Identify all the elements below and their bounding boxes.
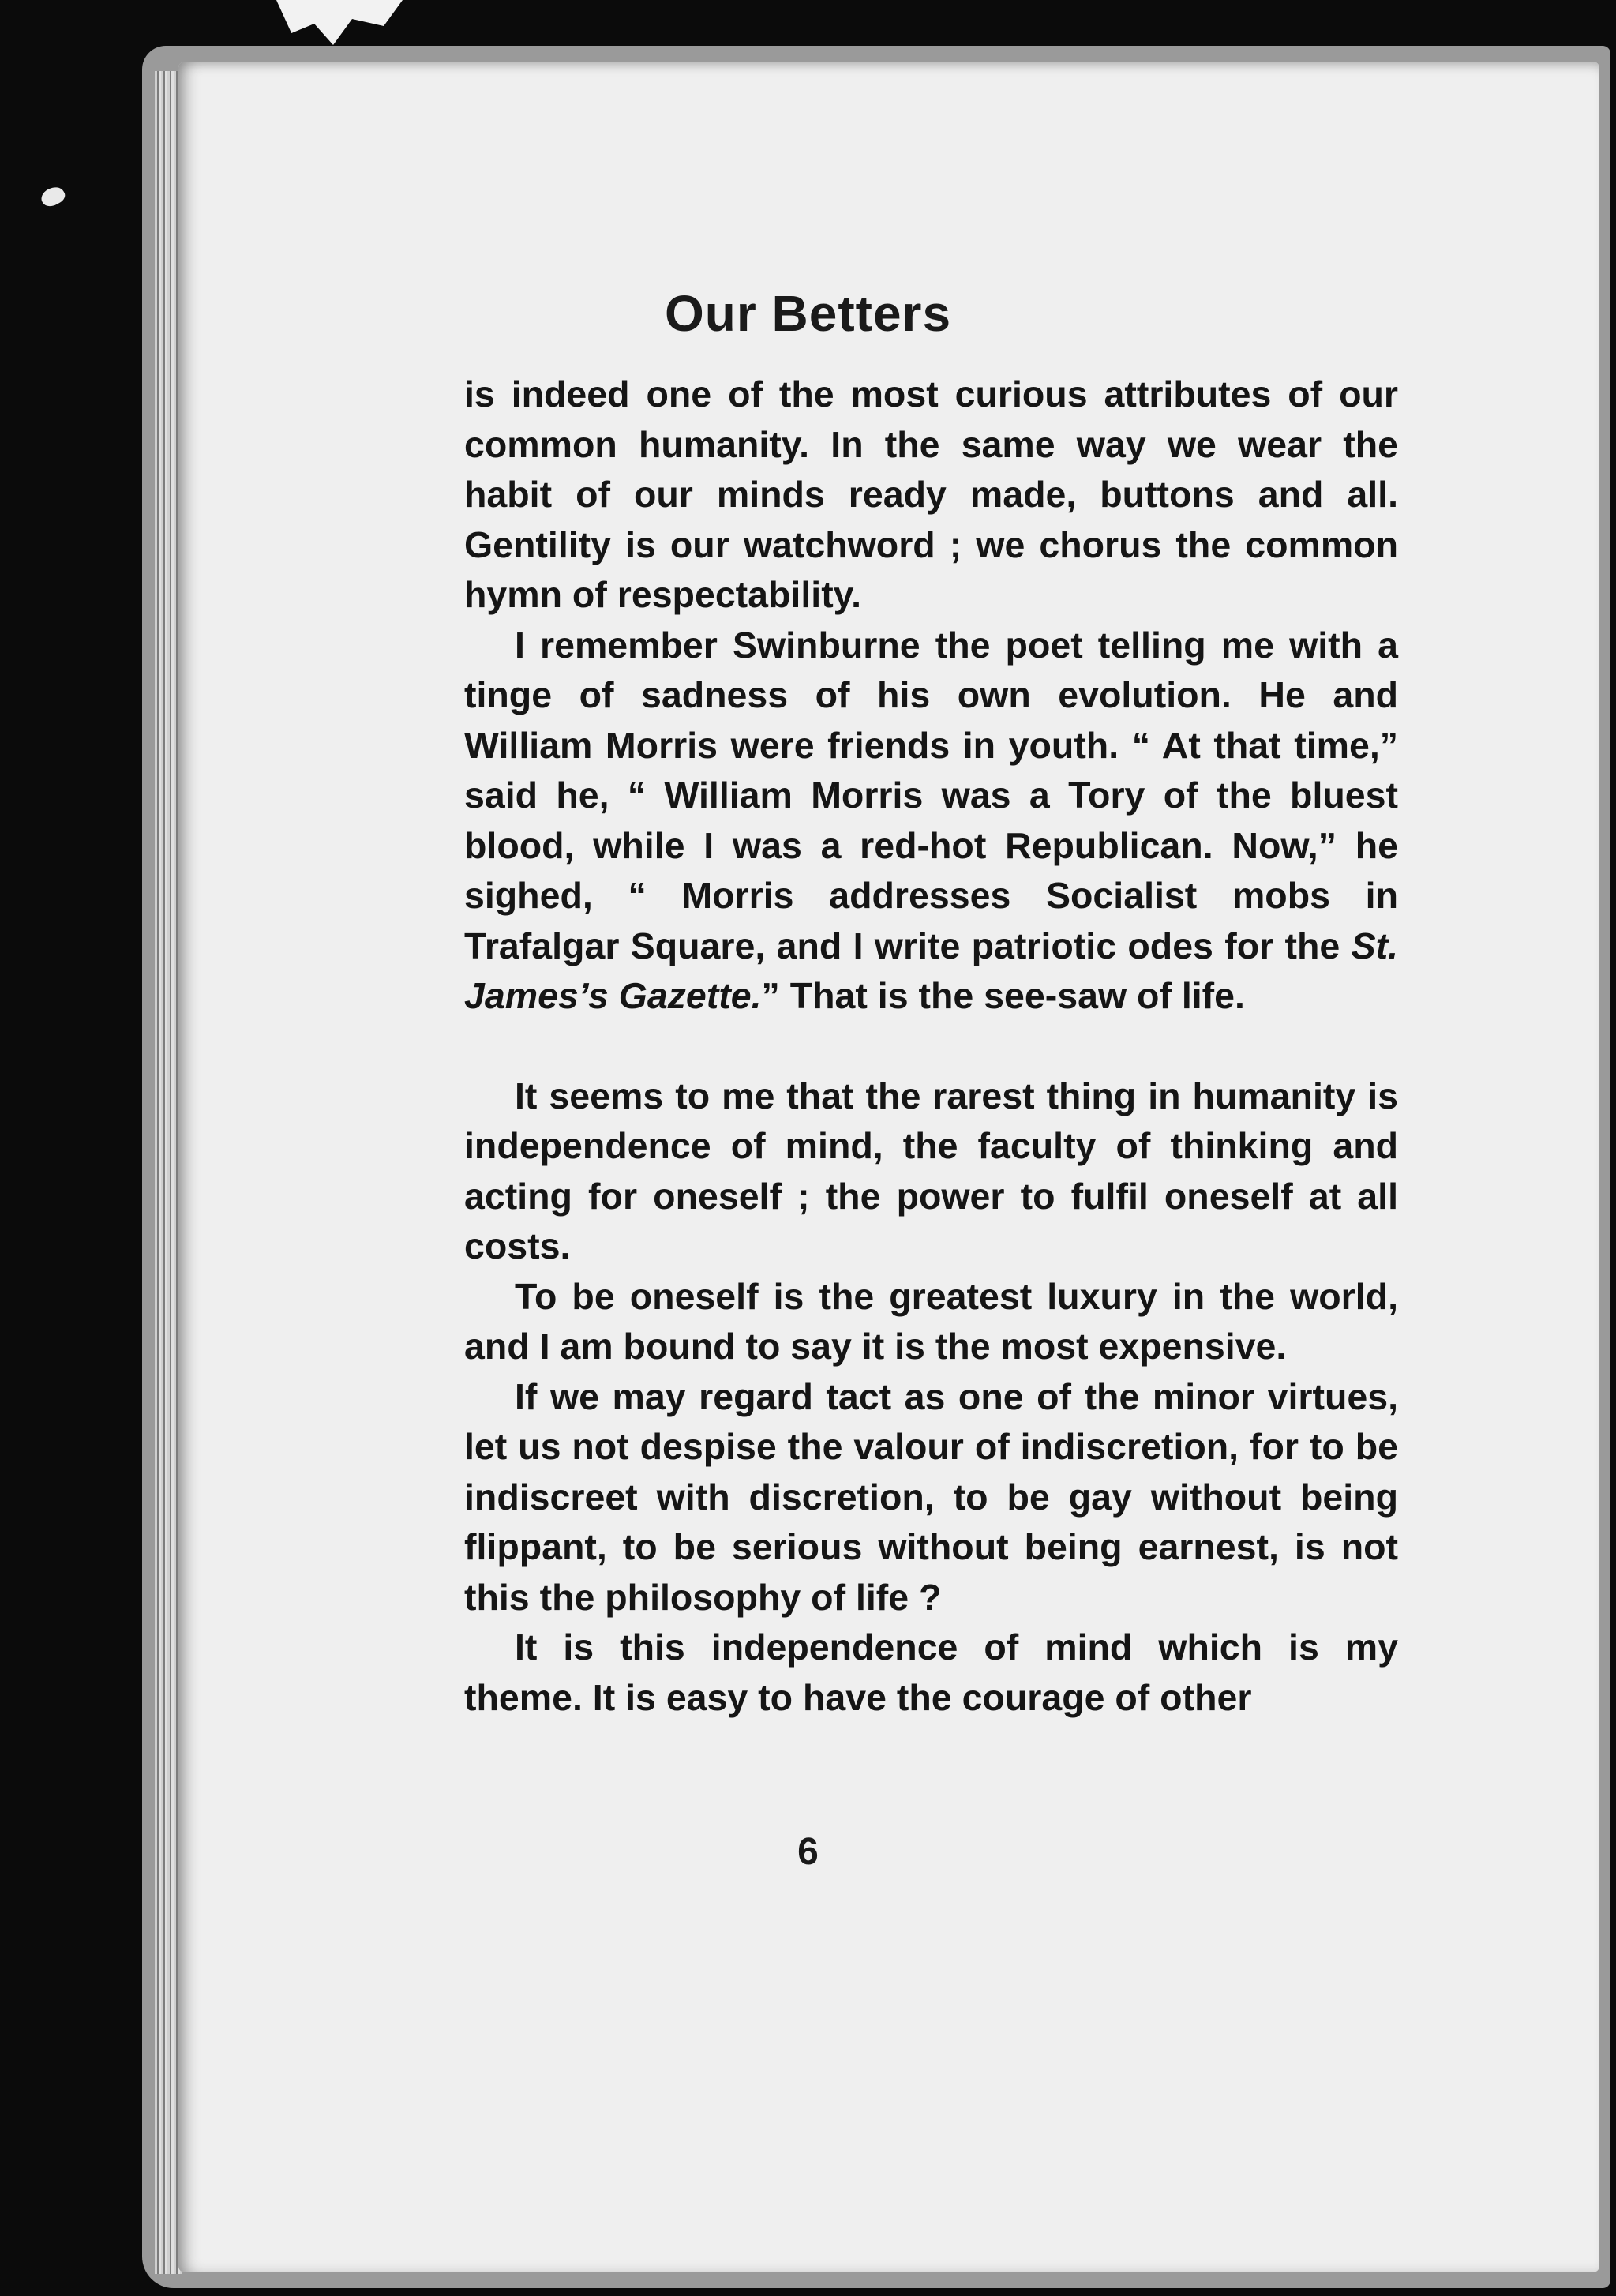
- running-header: Our Betters: [664, 285, 952, 342]
- paragraph-2: [464, 621, 1398, 1022]
- paragraph-6: It is this independence of mind which is my theme. It is easy to have the courage of other: [464, 1626, 1398, 1718]
- page-number: 6: [797, 1831, 819, 1873]
- paragraph-2-text: I remember Swinburne the poet telling me with a tinge of sadness of his own evolution. He and William Morris were friends in youth. “ At that time,” said he, “ William Morris was a Tory of the bluest blood, while I was a red-hot Republican. Now,” he sighed, “ Morris addresses Socialist mobs in Trafalgar Square, and I write patriotic odes for the: [464, 624, 1398, 966]
- page-gutter-stack: [155, 71, 182, 2274]
- paragraph-4: To be oneself is the greatest luxury in the world, and I am bound to say it is the most expensive.: [464, 1275, 1398, 1367]
- torn-paper-scrap: [276, 0, 403, 47]
- paragraph-2-tail: ” That is the see-saw of life.: [761, 975, 1245, 1016]
- paragraph-3: It seems to me that the rarest thing in humanity is independence of mind, the faculty of thinking and acting for oneself ; the power to fulfil oneself at all costs.: [464, 1075, 1398, 1266]
- paragraph-5: If we may regard tact as one of the minor virtues, let us not despise the valour of indiscretion, for to be indiscreet with discretion, to be gay without being flippant, to be serious without being earnest, is not this the philosophy of life ?: [464, 1375, 1398, 1618]
- page-body-text: [464, 370, 1398, 1723]
- gazette-title: St. James’s Gazette.: [464, 925, 1398, 1016]
- paragraph-1: is indeed one of the most curious attributes of our common humanity. In the same way we wear the habit of our minds ready made, buttons and all. Gentility is our watchword ; we chorus the common hymn of respectability.: [464, 373, 1398, 615]
- paper-spot: [39, 183, 68, 210]
